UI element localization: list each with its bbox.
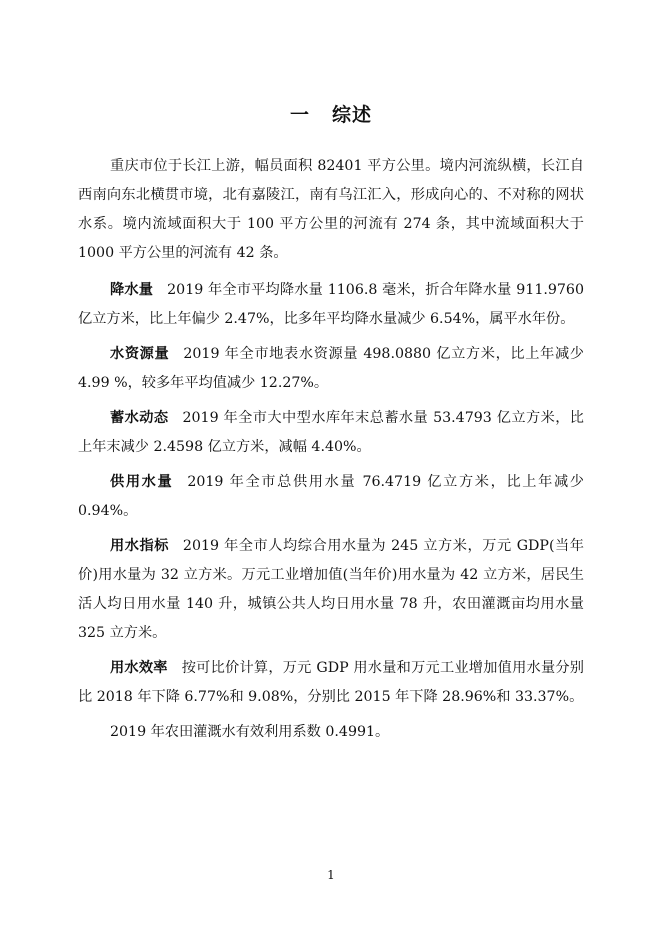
- paragraph-supply: [78, 468, 584, 526]
- section-title-number: 一: [289, 104, 310, 126]
- paragraph-efficiency: [78, 654, 584, 712]
- section-title: [0, 100, 662, 127]
- paragraph-water-resources: [78, 340, 584, 398]
- keyword-indicators: 用水指标: [110, 538, 169, 554]
- section-title-text: 综述: [332, 104, 373, 126]
- paragraph-precipitation: [78, 276, 584, 334]
- keyword-storage: 蓄水动态: [110, 410, 169, 426]
- text-efficiency: 按可比价计算，万元 GDP 用水量和万元工业增加值用水量分别比 2018 年下降 6.77%和 9.08%，分别比 2015 年下降 28.96%和 33.37%。: [78, 660, 584, 705]
- intro-paragraph: 重庆市位于长江上游，幅员面积 82401 平方公里。境内河流纵横，长江自西南向东北横贯市境，北有嘉陵江，南有乌江汇入，形成向心的、不对称的网状水系。境内流域面积大于 100 平方公里的河流有 274 条，其中流域面积大于 1000 平方公里的河流有 42 条。: [78, 158, 584, 261]
- paragraph-storage: [78, 404, 584, 462]
- document-body: [78, 152, 584, 753]
- keyword-supply: 供用水量: [110, 474, 174, 490]
- paragraph-indicators: [78, 532, 584, 648]
- text-storage: 2019 年全市大中型水库年末总蓄水量 53.4793 亿立方米，比上年末减少 2.4598 亿立方米，减幅 4.40%。: [78, 410, 584, 455]
- page-number: 1: [327, 868, 335, 882]
- keyword-precipitation: 降水量: [110, 282, 154, 298]
- text-supply: 2019 年全市总供用水量 76.4719 亿立方米，比上年减少 0.94%。: [78, 474, 584, 519]
- keyword-water-resources: 水资源量: [110, 346, 170, 362]
- text-water-resources: 2019 年全市地表水资源量 498.0880 亿立方米，比上年减少 4.99 %，较多年平均值减少 12.27%。: [78, 346, 584, 391]
- keyword-efficiency: 用水效率: [110, 660, 168, 676]
- text-precipitation: 2019 年全市平均降水量 1106.8 毫米，折合年降水量 911.9760 亿立方米，比上年偏少 2.47%，比多年平均降水量减少 6.54%，属平水年份。: [78, 282, 584, 327]
- text-indicators: 2019 年全市人均综合用水量为 245 立方米，万元 GDP(当年价)用水量为 32 立方米。万元工业增加值(当年价)用水量为 42 立方米，居民生活人均日用水量 140 升，城镇公共人均日用水量 78 升，农田灌溉亩均用水量 325 立方米。: [78, 538, 584, 641]
- closing-paragraph: 2019 年农田灌溉水有效利用系数 0.4991。: [110, 724, 390, 740]
